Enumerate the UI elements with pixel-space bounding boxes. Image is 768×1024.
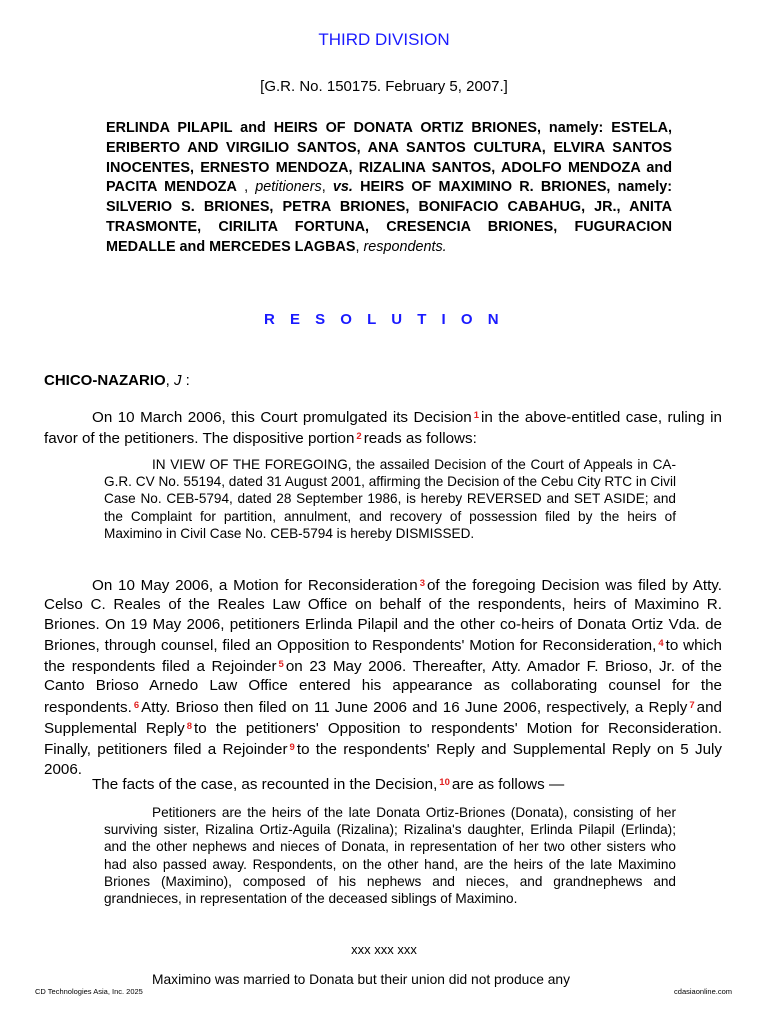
footnote-link-6[interactable]: 6 [133, 699, 140, 711]
footnote-link-9[interactable]: 9 [289, 742, 295, 754]
quote-continued: Maximino was married to Donata but their union did not produce any [152, 972, 570, 987]
footer-copyright: CD Technologies Asia, Inc. 2025 [35, 987, 143, 996]
paragraph-3: The facts of the case, as recounted in the Decision, $^{10}$ are as follows — [92, 776, 565, 793]
ponente-suffix: J [174, 372, 182, 389]
footnote-link-5[interactable]: 5 [278, 659, 284, 671]
versus-label: vs. [332, 179, 353, 196]
quote-dispositive: IN VIEW OF THE FOREGOING, the assailed Decision of the Court of Appeals in CA-G.R. CV No. 55194, dated 31 August 2001, affirming the Decision of the Cebu City RTC in Civil Case No. CEB-5794, dated 28 September 1986, is hereby REVERSED and SET ASIDE; and the Complaint for partition, annulment, and recovery of possession filed by the heirs of Maximino in Civil Case No. CEB-5794 is hereby DISMISSED. [104, 457, 676, 541]
quote-facts: Petitioners are the heirs of the late Donata Ortiz-Briones (Donata), consisting of her surviving sister, Rizalina Ortiz-Aguila (Rizalina); Rizalina's daughter, Erlinda Pilapil (Erlinda); and the other nephews and nieces of Donata, in representation of her two other sisters who had also passed away. Respondents, on the other hand, are the heirs of the late Maximino Briones (Maximino), composed of his nephews and nieces, and grandnephews and grandnieces, in representation of the deceased siblings of Maximino. [104, 805, 676, 907]
paragraph-2: On 10 May 2006, a Motion for Reconsideration $^3$ of the foregoing Decision was filed by Atty. Celso C. Reales of the Reales Law Office on behalf of the respondents, heirs of Maximino R. Briones. On 19 May 2006, petitioners Erlinda Pilapil and the other co-heirs of Donata Ortiz Vda. de Briones, through counsel, filed an Opposition to Respondents' Motion for Reconsideration, $^4$ to which the respondents filed a Rejoinder $^5$ on 23 May 2006. Thereafter, Atty. Amador F. Brioso, Jr. of the Canto Brioso Arnedo Law Office entered his appearance as collaborating counsel for the respondents. $^6$ Atty. Brioso then filed on 11 June 2006 and 16 June 2006, respectively, a Reply $^7$ and Supplemental Reply $^8$ to the petitioners' Opposition to respondents' Motion for Reconsideration. Finally, petitioners filed a Rejoinder $^9$ to the respondents' Reply and Supplemental Reply on 5 July 2006. [44, 577, 723, 778]
petitioners-names: ERLINDA PILAPIL and HEIRS OF DONATA ORTIZ BRIONES, namely: ESTELA, ERIBERTO AND VIRGILIO SANTOS, ANA SANTOS CULTURA, ELVIRA SANTOS INOCENTES, ERNESTO MENDOZA, RIZALINA SANTOS, ADOLFO MENDOZA and PACITA MENDOZA [106, 120, 672, 196]
respondents-names: HEIRS OF MAXIMINO R. BRIONES, namely: SILVERIO S. BRIONES, PETRA BRIONES, BONIFACIO CABAHUG, JR., ANITA TRASMONTE, CIRILITA FORTUNA, CRESENCIA BRIONES, FUGURACION MEDALLE and MERCEDES LAGBAS [106, 179, 673, 255]
footnote-link-4[interactable]: 4 [658, 637, 664, 649]
omission-separator: xxx xxx xxx [351, 942, 417, 957]
case-number: [G.R. No. 150175. February 5, 2007.] [260, 78, 508, 95]
paragraph-1: On 10 March 2006, this Court promulgated its Decision $^1$ in the above-entitled case, ruling in favor of the petitioners. The dispositive portion $^2$ reads as follows: [44, 409, 722, 448]
case-parties: ERLINDA PILAPIL and HEIRS OF DONATA ORTIZ BRIONES, namely: ESTELA, ERIBERTO AND VIRGILIO SANTOS, ANA SANTOS CULTURA, ELVIRA SANTOS INOCENTES, ERNESTO MENDOZA, RIZALINA SANTOS, ADOLFO MENDOZA and PACITA MENDOZA , petitioners, vs. HEIRS OF MAXIMINO R. BRIONES, namely: SILVERIO S. BRIONES, PETRA BRIONES, BONIFACIO CABAHUG, JR., ANITA TRASMONTE, CIRILITA FORTUNA, CRESENCIA BRIONES, FUGURACION MEDALLE and MERCEDES LAGBAS, respondents. [106, 120, 673, 255]
comma: , [236, 179, 256, 196]
ponente-name: CHICO-NAZARIO [44, 372, 166, 389]
respondents-role: respondents. [363, 238, 447, 255]
footnote-link-2[interactable]: 2 [356, 431, 362, 443]
ponente-line: CHICO-NAZARIO, J : [44, 372, 190, 389]
footnote-link-3[interactable]: 3 [419, 578, 425, 589]
footer-site: cdasiaonline.com [674, 987, 732, 996]
footnote-link-8[interactable]: 8 [186, 721, 193, 733]
petitioners-role: petitioners [255, 179, 322, 196]
footnote-link-7[interactable]: 7 [689, 699, 695, 711]
resolution-heading: R E S O L U T I O N [263, 311, 505, 328]
footnote-link-1[interactable]: 1 [473, 410, 480, 421]
footnote-link-10[interactable]: 10 [439, 777, 450, 788]
division-heading: THIRD DIVISION [318, 30, 450, 49]
